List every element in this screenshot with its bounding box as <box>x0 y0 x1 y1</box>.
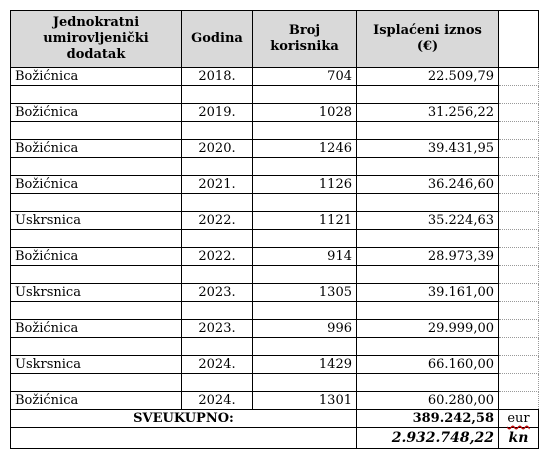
spacer-cell <box>499 338 539 356</box>
spacer-cell <box>253 122 357 140</box>
spacer-row <box>11 266 539 284</box>
cell-type: Uskrsnica <box>11 212 182 230</box>
spacer-cell <box>357 158 499 176</box>
cell-amount: 28.973,39 <box>357 248 499 266</box>
cell-year: 2019. <box>182 104 253 122</box>
cell-amount: 36.246,60 <box>357 176 499 194</box>
spacer-cell <box>253 338 357 356</box>
spacer-cell <box>182 338 253 356</box>
cell-type: Uskrsnica <box>11 356 182 374</box>
cell-empty <box>499 140 539 158</box>
total-label: SVEUKUPNO: <box>11 410 357 428</box>
total-kn-amount: 2.932.748,22 <box>357 428 499 449</box>
eur-unit-label: eur <box>507 410 530 426</box>
cell-type: Božićnica <box>11 248 182 266</box>
table-row <box>11 140 539 158</box>
header-empty <box>499 11 539 68</box>
header-count: Broj korisnika <box>253 11 357 68</box>
spacer-cell <box>11 122 182 140</box>
cell-empty <box>499 248 539 266</box>
spacer-cell <box>182 122 253 140</box>
cell-year: 2023. <box>182 320 253 338</box>
table-row <box>11 356 539 374</box>
cell-count: 996 <box>253 320 357 338</box>
cell-empty <box>499 392 539 410</box>
spacer-cell <box>182 230 253 248</box>
cell-count: 1301 <box>253 392 357 410</box>
table-row <box>11 248 539 266</box>
total-kn-row <box>11 428 539 449</box>
spacer-cell <box>357 302 499 320</box>
spacer-cell <box>357 86 499 104</box>
spacer-cell <box>499 86 539 104</box>
cell-year: 2024. <box>182 392 253 410</box>
spacer-cell <box>253 266 357 284</box>
table-row <box>11 284 539 302</box>
spacer-cell <box>499 374 539 392</box>
header-row <box>11 11 539 68</box>
cell-empty <box>499 356 539 374</box>
spacer-cell <box>499 266 539 284</box>
spacer-cell <box>182 374 253 392</box>
cell-empty <box>499 68 539 86</box>
spacer-cell <box>357 374 499 392</box>
cell-count: 1429 <box>253 356 357 374</box>
cell-count: 914 <box>253 248 357 266</box>
header-type: Jednokratni umirovljenički dodatak <box>11 11 182 68</box>
cell-count: 1305 <box>253 284 357 302</box>
spacer-cell <box>182 266 253 284</box>
cell-amount: 39.161,00 <box>357 284 499 302</box>
cell-count: 1121 <box>253 212 357 230</box>
spacer-cell <box>499 302 539 320</box>
total-eur-unit <box>499 410 539 428</box>
cell-type: Božićnica <box>11 176 182 194</box>
spacer-row <box>11 86 539 104</box>
table-row <box>11 212 539 230</box>
cell-amount: 66.160,00 <box>357 356 499 374</box>
cell-empty <box>499 212 539 230</box>
spacer-cell <box>357 230 499 248</box>
spacer-row <box>11 302 539 320</box>
spacer-cell <box>357 194 499 212</box>
table-row <box>11 68 539 86</box>
cell-empty <box>499 176 539 194</box>
table-body <box>11 68 539 410</box>
cell-amount: 22.509,79 <box>357 68 499 86</box>
spacer-cell <box>253 230 357 248</box>
table-row <box>11 320 539 338</box>
cell-empty <box>499 284 539 302</box>
cell-type: Božićnica <box>11 68 182 86</box>
cell-count: 1028 <box>253 104 357 122</box>
spacer-cell <box>253 374 357 392</box>
cell-year: 2024. <box>182 356 253 374</box>
spacer-cell <box>11 338 182 356</box>
cell-year: 2021. <box>182 176 253 194</box>
spacer-cell <box>499 194 539 212</box>
total-kn-empty <box>11 428 357 449</box>
cell-count: 704 <box>253 68 357 86</box>
spacer-row <box>11 194 539 212</box>
cell-count: 1126 <box>253 176 357 194</box>
spacer-row <box>11 122 539 140</box>
cell-year: 2022. <box>182 212 253 230</box>
total-eur-row <box>11 410 539 428</box>
spacer-cell <box>499 230 539 248</box>
spacer-cell <box>253 86 357 104</box>
cell-amount: 60.280,00 <box>357 392 499 410</box>
cell-empty <box>499 104 539 122</box>
total-eur-amount: 389.242,58 <box>357 410 499 428</box>
spacer-cell <box>253 194 357 212</box>
cell-type: Božićnica <box>11 320 182 338</box>
spacer-cell <box>182 194 253 212</box>
header-amount: Isplaćeni iznos (€) <box>357 11 499 68</box>
spacer-cell <box>11 230 182 248</box>
spacer-cell <box>253 302 357 320</box>
table-row <box>11 392 539 410</box>
spacer-cell <box>11 302 182 320</box>
cell-year: 2018. <box>182 68 253 86</box>
cell-year: 2023. <box>182 284 253 302</box>
spacer-cell <box>182 158 253 176</box>
table-row <box>11 176 539 194</box>
cell-amount: 39.431,95 <box>357 140 499 158</box>
spacer-cell <box>253 158 357 176</box>
spacer-cell <box>357 122 499 140</box>
spacer-cell <box>182 302 253 320</box>
spacer-cell <box>11 266 182 284</box>
cell-type: Božićnica <box>11 140 182 158</box>
payments-table <box>10 10 539 449</box>
spacer-row <box>11 374 539 392</box>
spacer-cell <box>357 266 499 284</box>
spacer-cell <box>357 338 499 356</box>
spacer-cell <box>499 158 539 176</box>
spacer-cell <box>499 122 539 140</box>
cell-year: 2020. <box>182 140 253 158</box>
cell-amount: 29.999,00 <box>357 320 499 338</box>
cell-amount: 31.256,22 <box>357 104 499 122</box>
header-year: Godina <box>182 11 253 68</box>
table-row <box>11 104 539 122</box>
spacer-row <box>11 338 539 356</box>
cell-type: Uskrsnica <box>11 284 182 302</box>
spacer-cell <box>11 158 182 176</box>
spacer-row <box>11 230 539 248</box>
cell-count: 1246 <box>253 140 357 158</box>
spacer-cell <box>182 86 253 104</box>
spacer-cell <box>11 194 182 212</box>
cell-empty <box>499 320 539 338</box>
cell-year: 2022. <box>182 248 253 266</box>
cell-type: Božićnica <box>11 392 182 410</box>
spacer-cell <box>11 374 182 392</box>
cell-amount: 35.224,63 <box>357 212 499 230</box>
total-kn-unit: kn <box>499 428 539 449</box>
cell-type: Božićnica <box>11 104 182 122</box>
spacer-cell <box>11 86 182 104</box>
spacer-row <box>11 158 539 176</box>
